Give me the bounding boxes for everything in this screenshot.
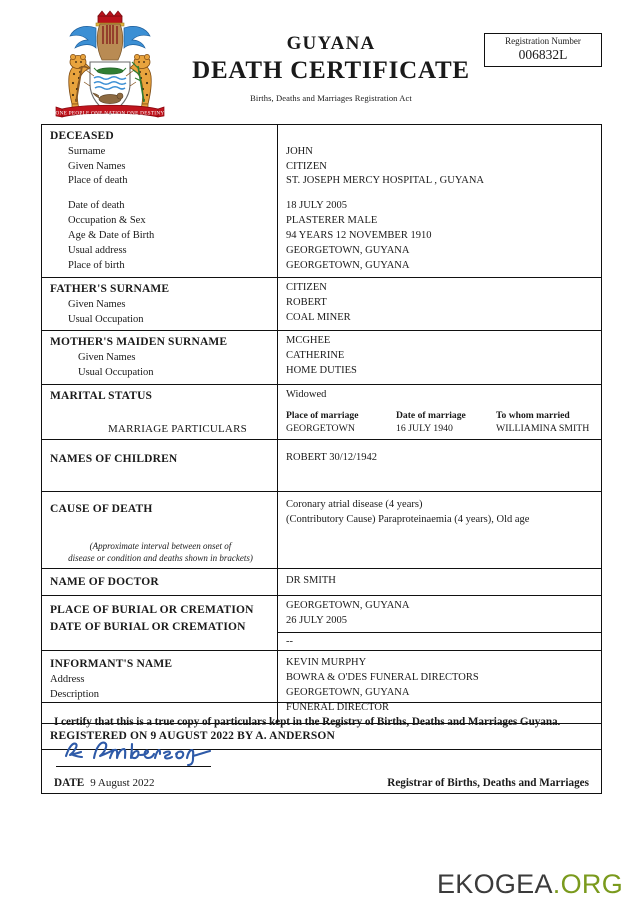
deceased-values-cell xyxy=(278,125,601,277)
mother-section-title: MOTHER'S MAIDEN SURNAME xyxy=(50,336,228,349)
value-surname: JOHN xyxy=(286,145,313,157)
certificate-details-table xyxy=(41,124,602,750)
value-occupation-sex: PLASTERER MALE xyxy=(286,215,378,227)
certification-block xyxy=(41,702,602,794)
marital-labels-cell xyxy=(42,385,278,439)
date-group xyxy=(54,773,154,791)
section-cause-of-death xyxy=(42,492,601,568)
marriage-header-place: Place of marriage xyxy=(286,409,359,421)
value-burial-date: 26 JULY 2005 xyxy=(286,615,347,627)
label-occupation-sex: Occupation & Sex xyxy=(68,215,146,227)
crest-motto-text: ONE PEOPLE ONE NATION ONE DESTINY xyxy=(55,110,165,117)
burial-section-title-line1: PLACE OF BURIAL OR CREMATION xyxy=(50,604,254,617)
section-marital-status xyxy=(42,385,601,440)
value-mother-occupation: HOME DUTIES xyxy=(286,365,357,377)
value-burial-place: GEORGETOWN, GUYANA xyxy=(286,600,410,612)
value-mother-given-names: CATHERINE xyxy=(286,350,345,362)
cause-label-cell xyxy=(42,492,278,567)
marriage-value-date: 16 JULY 1940 xyxy=(396,423,453,435)
children-section-title: NAMES OF CHILDREN xyxy=(50,453,178,466)
value-informant-description: FUNERAL DIRECTOR xyxy=(286,701,389,713)
ekogea-watermark xyxy=(437,869,623,900)
watermark-tld: .ORG xyxy=(552,869,623,899)
label-father-occupation: Usual Occupation xyxy=(68,313,144,325)
date-value: 9 August 2022 xyxy=(90,776,155,789)
label-date-of-death: Date of death xyxy=(68,200,125,212)
marriage-col-spouse xyxy=(496,409,616,436)
value-mother-surname: MCGHEE xyxy=(286,335,331,347)
value-place-of-birth: GEORGETOWN, GUYANA xyxy=(286,260,410,272)
value-children: ROBERT 30/12/1942 xyxy=(286,452,378,464)
watermark-name: EKOGEA xyxy=(436,869,553,899)
value-given-names: CITIZEN xyxy=(286,160,327,172)
value-father-surname: CITIZEN xyxy=(286,281,327,293)
cause-value-cell xyxy=(278,492,601,567)
burial-label-cell xyxy=(42,596,278,650)
marriage-header-date: Date of marriage xyxy=(396,409,466,421)
page-title: DEATH CERTIFICATE xyxy=(192,56,470,84)
cause-note-line1: (Approximate interval between onset of xyxy=(89,540,232,551)
certificate-header xyxy=(41,8,602,120)
informant-section-title: INFORMANT'S NAME xyxy=(50,658,173,670)
certification-statement: I certify that this is a true copy of particulars kept in the Registry of Births, Deaths and Marriages Guyana. xyxy=(54,716,561,728)
value-cause-line1: Coronary atrial disease (4 years) xyxy=(286,499,423,511)
label-informant-address: Address xyxy=(50,673,85,685)
label-spacer xyxy=(50,189,277,199)
value-informant-address: GEORGETOWN, GUYANA xyxy=(286,686,410,698)
label-informant-description: Description xyxy=(50,688,99,700)
doctor-value-cell xyxy=(278,569,601,596)
registration-number-box xyxy=(484,33,602,67)
value-age-dob: 94 YEARS 12 NOVEMBER 1910 xyxy=(286,230,432,242)
cause-note-line2: disease or condition and deaths shown in brackets) xyxy=(68,553,253,564)
registrar-title: Registrar of Births, Deaths and Marriages xyxy=(387,776,589,789)
section-doctor xyxy=(42,569,601,597)
father-section-title: FATHER'S SURNAME xyxy=(50,282,170,295)
value-father-given-names: ROBERT xyxy=(286,296,327,308)
cause-note xyxy=(50,540,277,565)
section-children xyxy=(42,440,601,492)
marriage-col-place xyxy=(286,409,396,436)
country-title: GUYANA xyxy=(286,33,376,54)
certificate-title-block xyxy=(191,34,471,103)
label-surname: Surname xyxy=(68,145,106,157)
section-burial xyxy=(42,596,601,651)
marriage-value-spouse: WILLIAMINA SMITH xyxy=(496,423,590,435)
value-place-of-death: ST. JOSEPH MERCY HOSPITAL , GUYANA xyxy=(286,175,484,187)
marriage-value-place: GEORGETOWN xyxy=(286,423,355,435)
certification-footer xyxy=(54,773,589,791)
guyana-coat-of-arms-icon xyxy=(46,10,174,126)
marriage-col-date xyxy=(396,409,496,436)
burial-value-cell xyxy=(278,596,601,650)
act-subtitle: Births, Deaths and Marriages Registration Act xyxy=(250,92,412,103)
label-age-dob: Age & Date of Birth xyxy=(68,230,155,242)
doctor-label-cell xyxy=(42,569,278,596)
label-mother-given-names: Given Names xyxy=(78,352,136,364)
label-father-given-names: Given Names xyxy=(68,298,126,310)
marital-section-title: MARITAL STATUS xyxy=(50,389,153,402)
deceased-labels-cell xyxy=(42,125,278,277)
value-marital-status: Widowed xyxy=(286,388,327,400)
marriage-particulars-table xyxy=(286,409,616,436)
label-place-of-birth: Place of birth xyxy=(68,260,125,272)
value-usual-address: GEORGETOWN, GUYANA xyxy=(286,245,410,257)
doctor-section-title: NAME OF DOCTOR xyxy=(50,575,159,588)
father-labels-cell xyxy=(42,278,278,330)
label-given-names: Given Names xyxy=(68,160,126,172)
registrar-signature-icon xyxy=(60,734,230,768)
cause-section-title: CAUSE OF DEATH xyxy=(50,503,153,516)
value-spacer xyxy=(286,189,601,199)
marriage-particulars-label: MARRIAGE PARTICULARS xyxy=(108,422,247,435)
signature-line xyxy=(56,766,211,767)
date-label: DATE xyxy=(54,776,85,789)
burial-section-title-line2: DATE OF BURIAL OR CREMATION xyxy=(50,620,246,633)
section-mother xyxy=(42,331,601,384)
children-value-cell xyxy=(278,440,601,491)
marital-values-cell xyxy=(278,385,616,439)
mother-labels-cell xyxy=(42,331,278,383)
value-informant-organisation: BOWRA & O'DES FUNERAL DIRECTORS xyxy=(286,671,479,683)
value-informant-name: KEVIN MURPHY xyxy=(286,657,367,668)
value-cause-line2: (Contributory Cause) Paraproteinaemia (4 years), Old age xyxy=(286,514,530,526)
value-burial-extra: -- xyxy=(286,636,293,648)
registration-number-value: 006832L xyxy=(518,47,568,63)
mother-values-cell xyxy=(278,331,601,383)
marriage-header-spouse: To whom married xyxy=(496,409,570,421)
value-date-of-death: 18 JULY 2005 xyxy=(286,200,347,212)
label-mother-occupation: Usual Occupation xyxy=(78,366,154,378)
registration-number-label: Registration Number xyxy=(505,36,581,46)
value-doctor: DR SMITH xyxy=(286,574,336,586)
children-label-cell xyxy=(42,440,278,491)
label-usual-address: Usual address xyxy=(68,245,127,257)
signature-area xyxy=(54,734,589,772)
section-father xyxy=(42,278,601,331)
section-deceased xyxy=(42,125,601,278)
label-place-of-death: Place of death xyxy=(68,175,128,187)
registered-text: REGISTERED ON 9 AUGUST 2022 BY A. ANDERSON xyxy=(50,729,335,742)
deceased-section-title: DECEASED xyxy=(50,130,114,142)
value-father-occupation: COAL MINER xyxy=(286,311,351,323)
burial-inner-divider xyxy=(278,632,601,650)
father-values-cell xyxy=(278,278,601,330)
